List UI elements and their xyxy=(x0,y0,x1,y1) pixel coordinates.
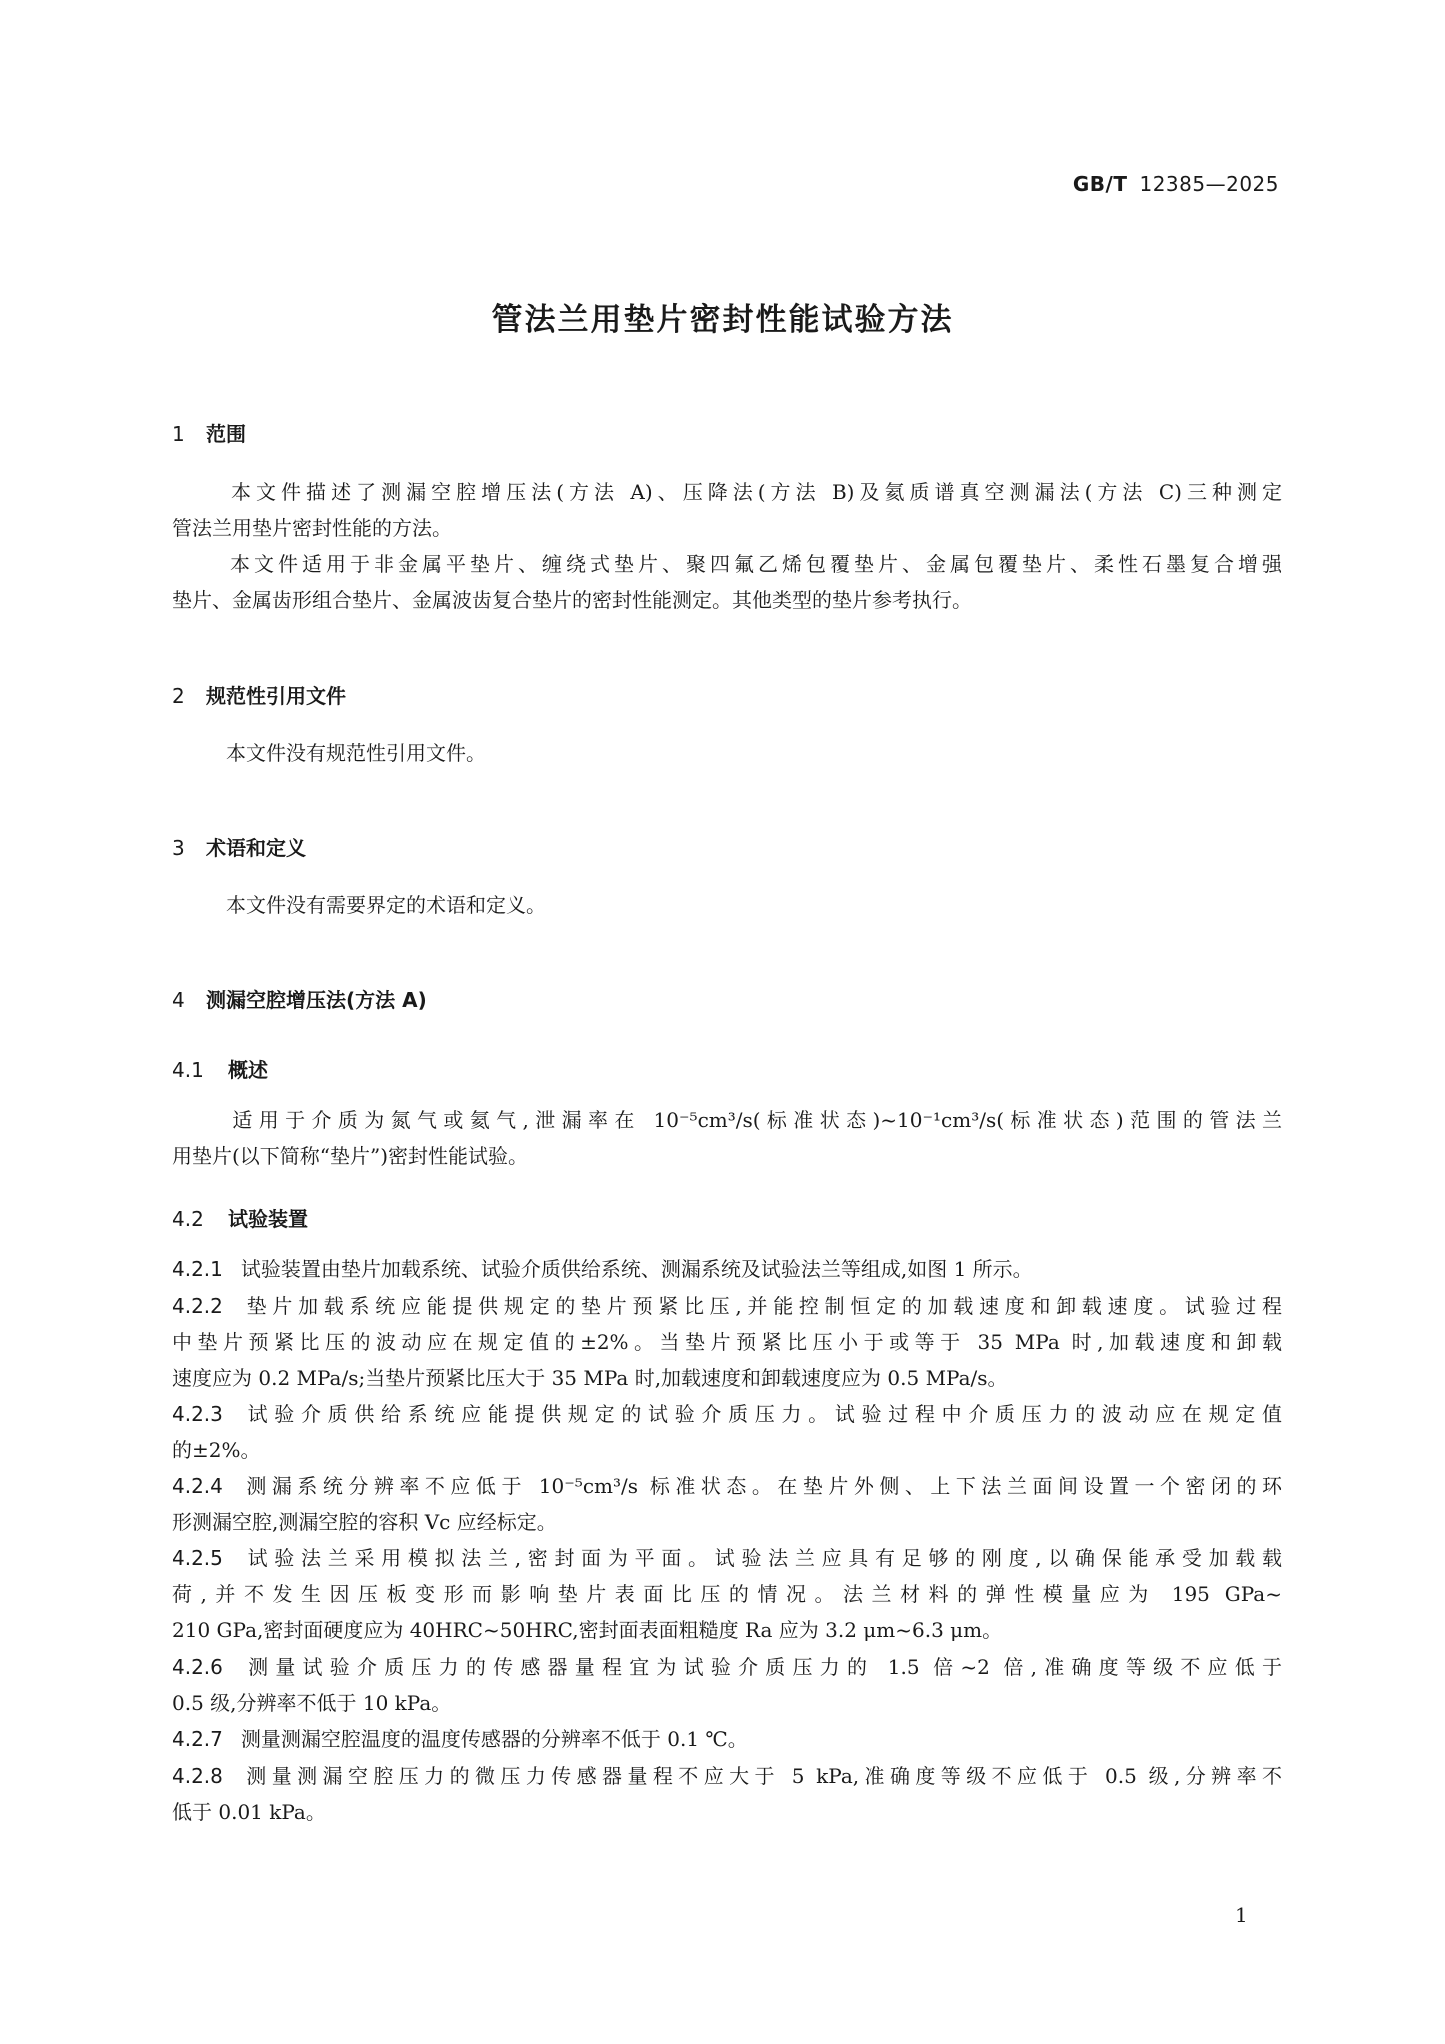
clause-number: 4.2.3 xyxy=(172,1402,223,1426)
section-1-paragraph-2 xyxy=(172,546,1282,618)
clause-4-2-2 xyxy=(172,1288,1282,1396)
clause-4-2-3 xyxy=(172,1396,1282,1468)
clause-4-2-1 xyxy=(172,1251,1282,1287)
clause-4-2-4 xyxy=(172,1468,1282,1540)
clause-number: 4.2.6 xyxy=(172,1655,223,1679)
clause-4-2-5 xyxy=(172,1540,1282,1648)
subsection-number: 4.2 xyxy=(172,1207,204,1231)
text-line: 0.5 级,分辨率不低于 10 kPa。 xyxy=(172,1691,452,1715)
subsection-4-1-paragraph xyxy=(172,1102,1282,1174)
text-line: 210 GPa,密封面硬度应为 40HRC~50HRC,密封面表面粗糙度 Ra 应为 3.2 μm~6.3 μm。 xyxy=(172,1618,1003,1642)
subsection-number: 4.1 xyxy=(172,1058,204,1082)
text-line: 中垫片预紧比压的波动应在规定值的±2%。当垫片预紧比压小于或等于 35 MPa 时,加载速度和卸载 xyxy=(172,1330,1282,1354)
text-line: 4.2.6 测量试验介质压力的传感器量程宜为试验介质压力的 1.5 倍~2 倍,准确度等级不应低于 xyxy=(172,1655,1282,1679)
text-line: 4.2.4 测漏系统分辨率不应低于 10⁻⁵cm³/s 标准状态。在垫片外侧、上下法兰面间设置一个密闭的环 xyxy=(172,1474,1282,1498)
text-line: 本文件适用于非金属平垫片、缠绕式垫片、聚四氟乙烯包覆垫片、金属包覆垫片、柔性石墨复合增强 xyxy=(226,552,1282,576)
document-title: 管法兰用垫片密封性能试验方法 xyxy=(491,302,954,338)
section-2-heading xyxy=(172,680,346,709)
section-3-paragraph xyxy=(172,887,1282,923)
section-3-heading xyxy=(172,832,306,861)
text-line: 4.2.1 试验装置由垫片加载系统、试验介质供给系统、测漏系统及试验法兰等组成,如图 1 所示。 xyxy=(172,1257,1033,1281)
text-line: 适用于介质为氮气或氦气,泄漏率在 10⁻⁵cm³/s(标准状态)~10⁻¹cm³/s(标准状态)范围的管法兰 xyxy=(226,1108,1282,1132)
clause-number: 4.2.2 xyxy=(172,1294,223,1318)
subsection-title: 试验装置 xyxy=(228,1207,308,1231)
section-title: 规范性引用文件 xyxy=(206,684,346,708)
section-title: 范围 xyxy=(206,422,246,446)
text-line: 4.2.8 测量测漏空腔压力的微压力传感器量程不应大于 5 kPa,准确度等级不应低于 0.5 级,分辨率不 xyxy=(172,1764,1282,1788)
standard-code: GB/T xyxy=(1072,172,1128,196)
clause-4-2-6 xyxy=(172,1649,1282,1721)
text-line: 本文件没有需要界定的术语和定义。 xyxy=(226,893,546,917)
text-line: 形测漏空腔,测漏空腔的容积 Vc 应经标定。 xyxy=(172,1510,557,1534)
text-line: 本文件描述了测漏空腔增压法(方法 A)、压降法(方法 B)及氦质谱真空测漏法(方法 C)三种测定 xyxy=(226,480,1282,504)
text-line: 4.2.7 测量测漏空腔温度的温度传感器的分辨率不低于 0.1 ℃。 xyxy=(172,1727,748,1751)
text-line: 低于 0.01 kPa。 xyxy=(172,1800,326,1824)
text-line: 的±2%。 xyxy=(172,1438,261,1462)
section-number: 4 xyxy=(172,988,185,1012)
section-title: 测漏空腔增压法(方法 A) xyxy=(206,988,427,1012)
section-1-heading xyxy=(172,418,246,447)
section-number: 1 xyxy=(172,422,185,446)
clause-number: 4.2.8 xyxy=(172,1764,223,1788)
text-line: 用垫片(以下简称“垫片”)密封性能试验。 xyxy=(172,1144,529,1168)
section-number: 2 xyxy=(172,684,185,708)
text-line: 4.2.3 试验介质供给系统应能提供规定的试验介质压力。试验过程中介质压力的波动应在规定值 xyxy=(172,1402,1282,1426)
text-line: 速度应为 0.2 MPa/s;当垫片预紧比压大于 35 MPa 时,加载速度和卸载速度应为 0.5 MPa/s。 xyxy=(172,1366,1008,1390)
text-line: 4.2.2 垫片加载系统应能提供规定的垫片预紧比压,并能控制恒定的加载速度和卸载速度。试验过程 xyxy=(172,1294,1282,1318)
section-4-heading xyxy=(172,984,427,1013)
section-title: 术语和定义 xyxy=(206,836,306,860)
page-number: 1 xyxy=(1235,1903,1248,1927)
clause-4-2-8 xyxy=(172,1758,1282,1830)
subsection-title: 概述 xyxy=(228,1058,268,1082)
clause-number: 4.2.7 xyxy=(172,1727,223,1751)
standard-number xyxy=(1073,172,1279,196)
text-line: 荷,并不发生因压板变形而影响垫片表面比压的情况。法兰材料的弹性模量应为 195 GPa~ xyxy=(172,1582,1282,1606)
clause-4-2-7 xyxy=(172,1721,1282,1757)
text-line: 垫片、金属齿形组合垫片、金属波齿复合垫片的密封性能测定。其他类型的垫片参考执行。 xyxy=(172,588,972,612)
clause-number: 4.2.1 xyxy=(172,1257,223,1281)
text-line: 管法兰用垫片密封性能的方法。 xyxy=(172,516,452,540)
standard-number-value: 12385—2025 xyxy=(1139,172,1279,196)
text-line: 4.2.5 试验法兰采用模拟法兰,密封面为平面。试验法兰应具有足够的刚度,以确保能承受加载载 xyxy=(172,1546,1282,1570)
subsection-4-2-heading xyxy=(172,1203,308,1232)
clause-number: 4.2.4 xyxy=(172,1474,223,1498)
section-number: 3 xyxy=(172,836,185,860)
section-2-paragraph xyxy=(172,735,1282,771)
section-1-paragraph-1 xyxy=(172,474,1282,546)
text-line: 本文件没有规范性引用文件。 xyxy=(226,741,486,765)
clause-number: 4.2.5 xyxy=(172,1546,223,1570)
subsection-4-1-heading xyxy=(172,1054,268,1083)
